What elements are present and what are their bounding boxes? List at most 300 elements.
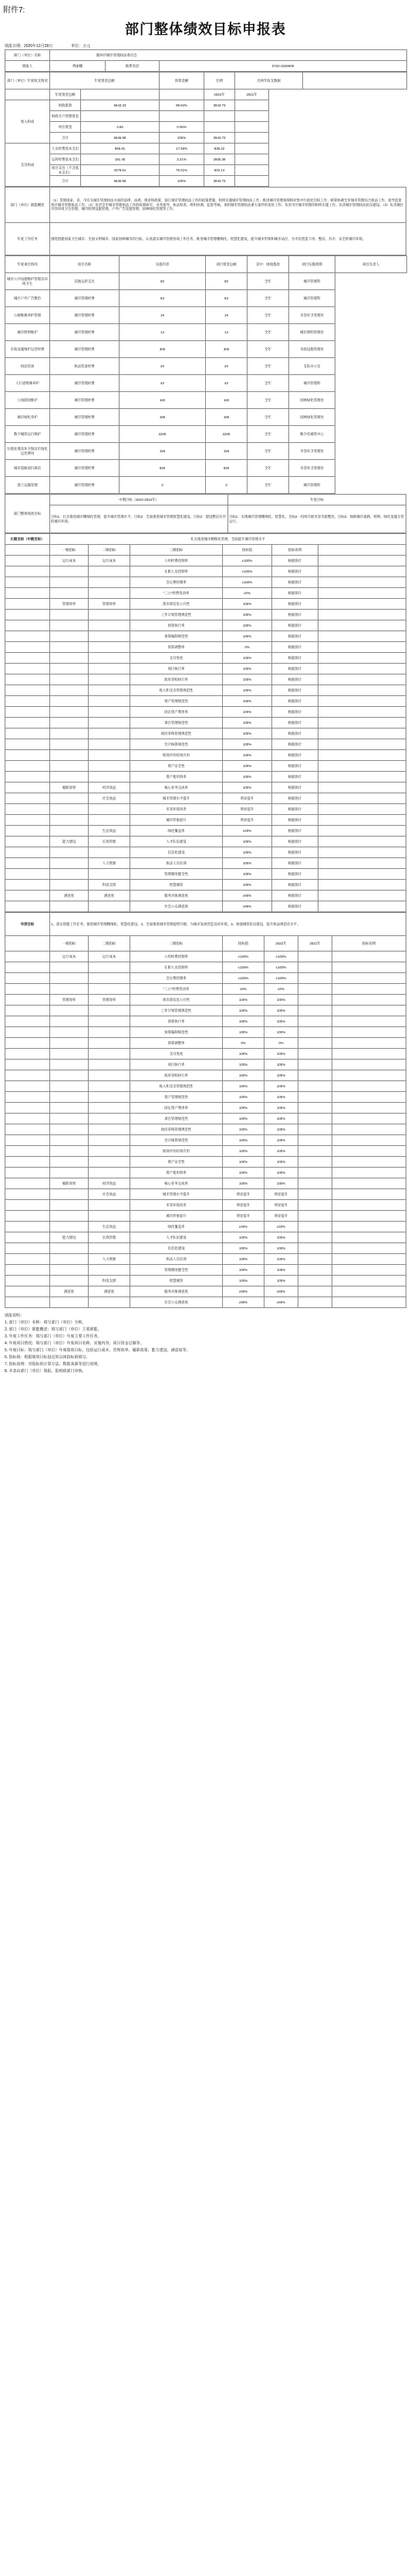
year-indicator-note [332,1081,406,1092]
mid-indicator-row [5,685,406,696]
mid-indicator-value: 100% [223,718,272,729]
year-indicator-l2: 经济效益 [89,1178,130,1189]
year-indicator-value: 100% [223,1157,264,1168]
budget-ratio: 0.06% [160,122,204,133]
year-indicator-spacer [5,952,50,962]
mid-indicator-l1: 满意度 [50,891,89,901]
mid-indicator-extra [318,674,406,685]
year-indicator-l2 [89,1135,130,1146]
mid-indicator-l1 [50,653,89,664]
budget-amount: 4478.61 [81,165,160,176]
budget-col-amount: 预算金额 [160,73,204,90]
project-owner: 市政设施管理处 [289,341,335,358]
mid-indicator-l2: 人力资源 [89,858,130,869]
year-indicator-b [298,1081,332,1092]
year-indicator-b [298,952,332,962]
year-indicator-l1 [50,1038,89,1049]
mid-indicator-l1 [50,750,89,761]
project-period: 全年 [248,375,289,392]
year-indicator-spacer [5,1049,50,1060]
year-indicator-row [5,995,406,1006]
mid-indicator-value: 100% [223,610,272,620]
year-indicator-b [298,1265,332,1276]
year-indicator-spacer [5,1103,50,1114]
project-total: 16 [120,307,206,324]
year-indicator-b [298,1254,332,1265]
mid-indicator-l3: 预算编制规范性 [130,631,223,642]
mid-indicator-note: 根据预计 [272,869,318,880]
mid-indicator-row [5,566,406,577]
year-indicator-a: 明显提升 [264,1200,298,1211]
year-indicator-l2: 科技支撑 [89,1276,130,1286]
year-indicator-note [332,1276,406,1286]
year-indicator-spacer [5,1265,50,1276]
mid-indicator-value: 100% [223,653,272,664]
project-fiscal: 40 [206,375,248,392]
year-indicator-l1 [50,1103,89,1114]
year-indicator-spacer [5,1124,50,1135]
mid-indicator-row [5,869,406,880]
year-indicator-row [5,1092,406,1103]
mid-indicator-l1 [50,901,89,912]
mid-indicator-l2 [89,815,130,826]
mid-indicator-note: 根据预计 [272,739,318,750]
year-indicator-spacer [5,1297,50,1308]
note-line: 7. 指标说明：对指标的计算方法、数据来源等进行说明。 [5,1362,102,1367]
budget-ratio: 100% [160,133,204,144]
mid-indicator-spacer [5,577,50,588]
mid-indicator-spacer [5,610,50,620]
mid-indicator-extra [318,880,406,891]
mid-indicator-spacer [5,599,50,610]
year-indicator-l2: 生态效益 [89,1222,130,1232]
mid-indicator-value: 明显提升 [223,815,272,826]
year-indicator-l3: 会议费控制率 [130,973,223,984]
year-indicator-row [5,973,406,984]
mid-indicator-l2 [89,696,130,707]
project-period: 全年 [248,290,289,307]
project-total: 156 [120,443,206,460]
year-indicator-spacer [5,1135,50,1146]
year-indicator-b [298,1006,332,1016]
project-period: 全年 [248,392,289,409]
mid-indicator-l1 [50,761,89,772]
mid-col-note: 指标说明 [272,545,318,556]
year-indicator-b [298,1276,332,1286]
year-indicator-l3: 核心业务完成率 [130,1178,223,1189]
year-indicator-l1 [50,1189,89,1200]
mid-indicator-value: ≤100% [223,556,272,566]
mid-indicator-row [5,653,406,664]
project-fiscal: 20 [206,358,248,375]
project-total: 13 [120,324,206,341]
mid-indicator-extra [318,869,406,880]
mid-indicator-note: 根据预计 [272,880,318,891]
year-indicator-l1 [50,1016,89,1027]
mid-indicator-spacer [5,901,50,912]
mid-indicator-spacer [5,556,50,566]
year-indicator-a: ≤100% [264,952,298,962]
year-indicator-note [332,1222,406,1232]
year-indicator-row [5,962,406,973]
year-indicator-row [5,952,406,962]
year-indicator-l3: 执法人员培训 [130,1254,223,1265]
mid-indicator-row [5,556,406,566]
year-indicator-value: 100% [223,1254,264,1265]
mid-indicator-note: 根据预计 [272,566,318,577]
note-line: 8. 本表由部门（单位）填报，报财政部门审核。 [5,1369,86,1374]
year-indicator-a: 100% [264,1114,298,1124]
fill-date: 填报日期：2020年12月28日 [5,44,53,49]
project-owner: 支队办公室 [289,358,335,375]
budget-year-b [235,154,269,165]
year-indicator-a: 明显提升 [264,1211,298,1222]
mid-indicator-extra [318,707,406,718]
budget-recent-label: 近两年收支数据 [235,73,303,90]
mid-indicator-row [5,793,406,804]
year-indicator-note [332,973,406,984]
year-indicator-note [332,1297,406,1308]
year-col-l3: 三级指标 [130,936,223,952]
mid-indicator-l3: 绩效评价结果应用 [130,750,223,761]
year-indicator-note [332,1114,406,1124]
mid-indicator-l3: 管理制度健全性 [130,869,223,880]
year-indicator-spacer [5,1222,50,1232]
mid-indicator-row [5,783,406,793]
mid-indicator-extra [318,761,406,772]
year-indicator-l2 [89,1265,130,1276]
goal-year-label: 年度目标 [228,495,406,505]
year-indicator-l1 [50,1265,89,1276]
mid-indicator-l2 [89,664,130,674]
mid-indicator-l2 [89,739,130,750]
mid-indicator-l1 [50,718,89,729]
mid-indicator-value: 100% [223,707,272,718]
mid-indicator-l3: 智慧城管 [130,880,223,891]
year-indicator-l2 [89,1211,130,1222]
mid-indicator-spacer [5,718,50,729]
mid-indicators-table [5,533,406,912]
annual-work-label: 年度工作任务 [5,223,50,255]
year-indicator-l1 [50,1006,89,1016]
project-content: 城市管理经费 [50,392,120,409]
year-indicator-note [332,962,406,973]
mid-indicator-extra [318,631,406,642]
year-indicator-l1: 运行成本 [50,952,89,962]
mid-col-l1: 一级指标 [50,545,89,556]
year-indicator-spacer [5,1157,50,1168]
budget-body [5,90,407,187]
budget-income-label: 收入构成 [5,100,50,144]
project-total: 40 [120,375,206,392]
mid-indicator-l1 [50,664,89,674]
budget-year-a: 3943.73 [204,100,235,111]
year-indicator-a: 100% [264,1092,298,1103]
year-indicator-value: 100% [223,1276,264,1286]
mid-indicator-extra [318,804,406,815]
note-line: 3. 年度工作任务：填写部门（单位）年度主要工作任务。 [5,1334,102,1339]
mid-indicator-l3: 公用经费控制率 [130,556,223,566]
mid-indicator-l3: 资产使用效率 [130,772,223,783]
contact-label: 填报人 [5,61,50,72]
year-indicator-note [332,1135,406,1146]
year-indicator-note [332,1016,406,1027]
mid-indicator-l3: 社会公众满意度 [130,901,223,912]
budget-year-a: 2605.39 [204,154,235,165]
year-indicators-table [5,912,406,1308]
mid-indicator-spacer [5,674,50,685]
project-name: 执法装备 [5,358,50,375]
year-indicator-l3: 政府采购执行率 [130,1070,223,1081]
year-indicator-l1 [50,1081,89,1092]
year-indicator-row [5,984,406,995]
budget-amount: 5643.33 [81,100,160,111]
mid-indicator-extra [318,815,406,826]
mid-indicator-l3: 核心业务完成率 [130,783,223,793]
year-indicator-row [5,1070,406,1081]
year-indicator-a: ≤100% [264,973,298,984]
mid-indicator-value: 100% [223,783,272,793]
mid-indicator-l2 [89,610,130,620]
mid-indicator-l2 [89,577,130,588]
mid-indicator-l3: 人才队伍建设 [130,837,223,847]
mid-indicator-l3: 支付进度 [130,653,223,664]
year-indicator-note [332,1178,406,1189]
year-indicator-l3: 预算执行率 [130,1016,223,1027]
goal-mid-label: 中期目标（2022-2024年） [50,495,228,505]
mid-indicator-value: 100% [223,847,272,858]
mid-indicator-note: 根据预计 [272,631,318,642]
duty-text: （1）贯彻国家、省、市有关城市管理执法方面的法律、法规、规章和政策，拟订城市管理执法工作的政策措施，组织实施城市管理执法工作；推进城市管理领域相对集中行政处罚权工作；统筹协调全市城市管理综合执法工作，指导监督各区城市管理执法工作。（2）负责全市城市管理执法工作的政策研究、业务指导、执法检查、组织协调、监督考核，承担城市管理执法重大案件的查处工作；负责市区城市管理的组织实施工作。负责城市管理执法队伍建设。（3）负责城区市容环境卫生管理、城市照明设施管理、户外广告设置管理、园林绿化管理等工作。 [50,188,406,223]
mid-indicator-extra [318,739,406,750]
year-col-b: 2021年 [298,936,332,952]
year-indicator-a: 100% [264,1254,298,1265]
project-total: 3 [120,477,206,494]
budget-year-b [235,165,269,176]
year-indicator-row [5,1200,406,1211]
year-indicator-b [298,1135,332,1146]
mid-indicator-row [5,610,406,620]
mid-indicator-spacer [5,891,50,901]
mid-indicator-row [5,880,406,891]
year-indicators-label: 年度目标 [5,913,50,936]
project-owner: 城市管理科 [289,290,335,307]
project-fiscal: 160 [206,392,248,409]
project-fiscal: 300 [206,341,248,358]
project-fiscal: 16 [206,307,248,324]
mid-indicator-l2 [89,588,130,599]
project-fiscal: 50 [206,273,248,290]
year-indicator-a: 100% [264,1168,298,1178]
project-row [5,409,407,426]
year-indicator-row [5,1254,406,1265]
mid-indicator-extra [318,837,406,847]
mid-indicator-row [5,577,406,588]
project-fiscal: 830 [206,460,248,477]
mid-indicator-l3: 工作计划管理规范性 [130,610,223,620]
project-fiscal: 3 [206,477,248,494]
year-indicator-value: 100% [223,1232,264,1243]
mid-indicator-note: 根据预计 [272,793,318,804]
year-indicator-row [5,1211,406,1222]
mid-indicator-l3: 资产安全性 [130,761,223,772]
year-indicator-a: 100% [264,1178,298,1189]
mid-indicator-note: 根据预计 [272,588,318,599]
project-period: 全年 [248,307,289,324]
mid-indicator-l2 [89,642,130,653]
year-indicator-note [332,1146,406,1157]
year-indicator-value: 100% [223,1168,264,1178]
year-indicator-row [5,1178,406,1189]
mid-indicator-l1 [50,793,89,804]
year-indicator-l2: 人力资源 [89,1254,130,1265]
year-indicator-row [5,1038,406,1049]
year-indicator-l3: 预算编制规范性 [130,1027,223,1038]
year-indicator-note [332,1157,406,1168]
mid-indicator-row [5,847,406,858]
mid-indicator-note: 根据预计 [272,718,318,729]
project-row [5,341,407,358]
year-indicator-b [298,1157,332,1168]
year-indicator-spacer [5,1081,50,1092]
project-row [5,290,407,307]
year-indicator-b [298,1038,332,1049]
budget-item-name: 年度资金总额 [50,90,81,100]
year-indicator-value: 100% [223,1243,264,1254]
year-indicator-l2: 运行成本 [89,952,130,962]
mid-indicator-spacer [5,631,50,642]
mid-indicator-l1 [50,869,89,880]
year-indicator-l3: 资产管理规范性 [130,1092,223,1103]
mid-indicator-extra [318,566,406,577]
budget-row [5,176,407,187]
year-indicator-note [332,1254,406,1265]
year-indicator-l3: 绩效评价结果应用 [130,1146,223,1157]
mid-col-val: 指标值 [223,545,272,556]
project-row [5,460,407,477]
mid-indicator-spacer [5,620,50,631]
mid-indicator-spacer [5,588,50,599]
project-period: 全年 [248,426,289,443]
year-indicator-a: 100% [264,1049,298,1060]
year-indicator-note [332,1103,406,1114]
mid-indicator-note: 根据预计 [272,858,318,869]
mid-indicator-value: ≤0% [223,588,272,599]
year-indicator-row [5,1265,406,1276]
mid-indicator-row [5,815,406,826]
year-indicator-spacer [5,995,50,1006]
year-indicator-b [298,984,332,995]
year-indicator-a: 100% [264,1265,298,1276]
mid-indicator-row [5,858,406,869]
year-col-a: 2022年 [264,936,298,952]
year-indicator-spacer [5,1016,50,1027]
year-indicator-b [298,1060,332,1070]
project-period: 全年 [248,409,289,426]
mid-indicator-value: 100% [223,664,272,674]
year-indicator-row [5,1006,406,1016]
projects-table [5,255,407,494]
budget-table [5,72,407,187]
year-indicator-l2 [89,1027,130,1038]
year-indicator-value: ≥90% [223,1286,264,1297]
basic-info-table [5,49,407,72]
year-indicator-l3: 在职人员控制率 [130,962,223,973]
year-indicator-spacer [5,1168,50,1178]
year-indicator-note [332,1200,406,1211]
year-indicator-row [5,1135,406,1146]
year-indicator-note [332,1049,406,1060]
year-indicator-l3: 收入和支出管理规范性 [130,1081,223,1092]
year-indicator-l2 [89,1243,130,1254]
mid-indicator-l2: 科技支撑 [89,880,130,891]
mid-indicator-l3: 预算调整率 [130,642,223,653]
mid-indicator-l2 [89,750,130,761]
project-content: 城市管理经费 [50,290,120,307]
mid-indicator-spacer [5,761,50,772]
mid-indicator-l1 [50,739,89,750]
mid-indicator-spacer [5,815,50,826]
year-indicator-a: 100% [264,1027,298,1038]
mid-indicator-row [5,642,406,653]
mid-indicator-note: 根据预计 [272,577,318,588]
mid-indicators-body [5,556,406,912]
year-indicator-l2 [89,1124,130,1135]
mid-indicator-extra [318,718,406,729]
budget-row [5,165,407,176]
year-indicator-spacer [5,1146,50,1157]
mid-indicator-spacer [5,869,50,880]
project-owner: 城市管理科 [289,273,335,290]
year-indicator-row [5,1146,406,1157]
mid-indicator-row [5,588,406,599]
mid-indicator-l2 [89,804,130,815]
year-indicator-row [5,1081,406,1092]
year-indicator-a: 100% [264,995,298,1006]
project-owner: 城市照明管理处 [289,324,335,341]
year-indicator-spacer [5,1114,50,1124]
project-row [5,477,407,494]
budget-year-a: 502.14 [204,165,235,176]
year-indicator-value: 100% [223,1006,264,1016]
project-name: 人行道维修养护 [5,375,50,392]
year-indicator-b [298,1178,332,1189]
year-indicator-note [332,1070,406,1081]
mid-indicator-value: 100% [223,696,272,707]
budget-row [5,133,407,144]
project-row [5,358,407,375]
year-indicator-a: 100% [264,1124,298,1135]
budget-item-name: 财政拨款 [50,100,81,111]
mid-indicator-l2 [89,718,130,729]
mid-indicator-spacer [5,707,50,718]
mid-indicator-l2 [89,685,130,696]
mid-indicator-spacer [5,653,50,664]
year-indicator-a: 100% [264,1276,298,1286]
mid-indicator-l2: 社会效益 [89,793,130,804]
mid-indicator-note: 根据预计 [272,837,318,847]
year-indicator-l2 [89,1103,130,1114]
year-indicator-l3: 项目执行率 [130,1060,223,1070]
year-indicator-note [332,1168,406,1178]
year-indicator-l3: "三公"经费变动率 [130,984,223,995]
year-indicator-value: 100% [223,1124,264,1135]
mid-indicator-l1 [50,815,89,826]
year-indicator-l1 [50,1211,89,1222]
year-indicator-l2: 社会效益 [89,1189,130,1200]
budget-row [5,144,407,154]
form-sheet [5,49,406,1375]
